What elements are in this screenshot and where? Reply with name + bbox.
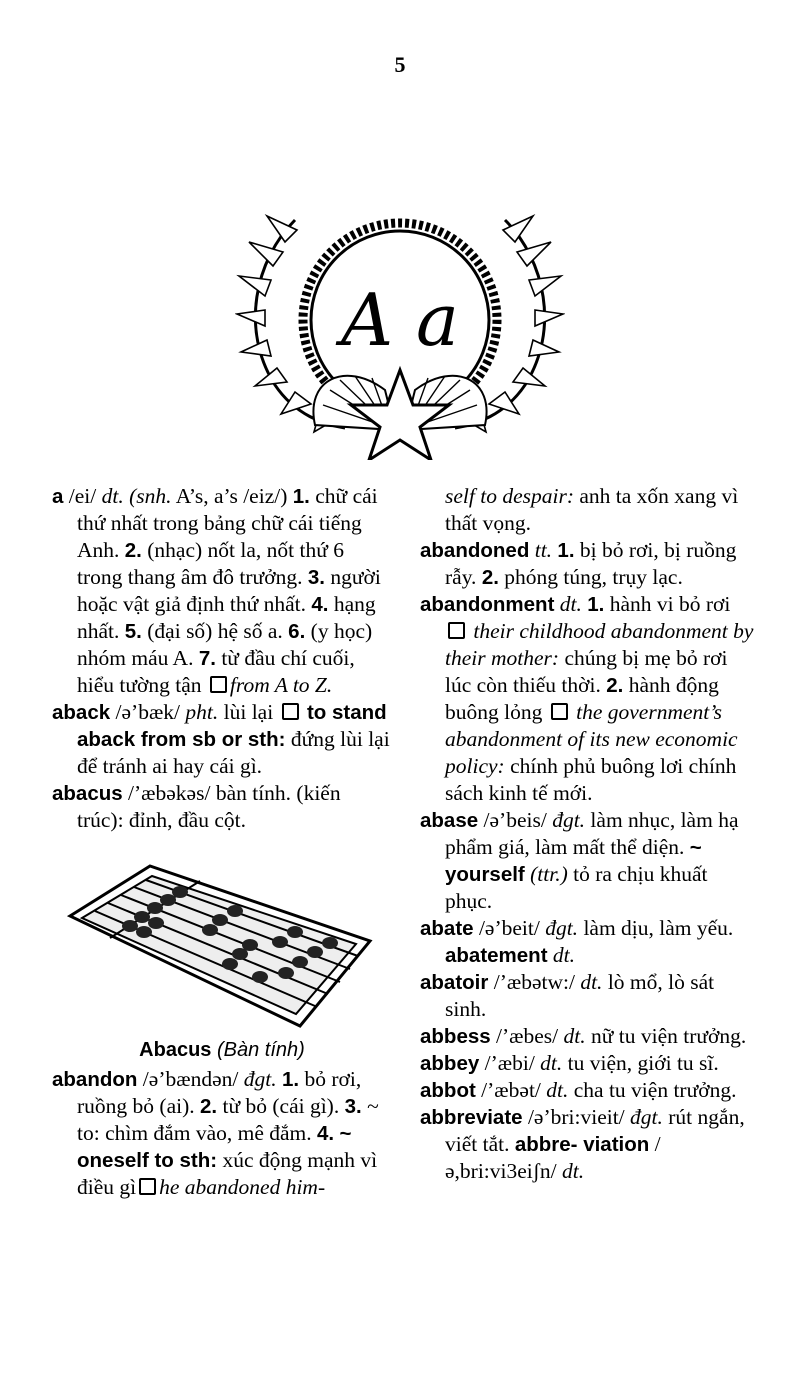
sense-text: (đại số) hệ số a. <box>147 619 283 643</box>
abacus-illustration <box>60 856 380 1031</box>
example-marker-icon <box>282 703 299 720</box>
part-of-speech: dt. <box>562 1159 585 1183</box>
phonetic: /ə’bæk/ <box>115 700 181 724</box>
headword: abandonment <box>420 593 555 616</box>
headword: abbess <box>420 1025 491 1048</box>
meaning: làm dịu, làm yếu. <box>583 916 734 940</box>
entry-abbot <box>420 1077 755 1104</box>
sense-number: 7. <box>198 647 216 670</box>
example-meaning: anh ta xốn xang vì thất vọng. <box>445 484 739 535</box>
entry-abbreviate <box>420 1104 755 1185</box>
headword: abbreviate <box>420 1106 523 1129</box>
part-of-speech: dt. <box>540 1051 563 1075</box>
plural-form: A’s, a’s /eiz/) <box>175 484 288 508</box>
sense-text: từ bỏ (cái gì). <box>222 1094 340 1118</box>
phonetic: /ə’bændən/ <box>142 1067 239 1091</box>
entry-abandon <box>52 1066 392 1201</box>
sense-number: 3. <box>307 566 325 589</box>
sense-text: người hoặc vật giả định thứ nhất. <box>77 565 381 616</box>
phonetic: /ei/ <box>68 484 97 508</box>
headword: abandoned <box>420 539 530 562</box>
right-column <box>420 483 755 1185</box>
left-column <box>52 483 392 1201</box>
entry-abatoir <box>420 969 755 1023</box>
headword: abacus <box>52 782 123 805</box>
part-of-speech: dt. <box>580 970 603 994</box>
sense-text: phóng túng, trụy lạc. <box>504 565 683 589</box>
caption-title: Abacus <box>139 1039 212 1061</box>
sense-text: bỏ rơi, ruồng bỏ (ai). <box>77 1067 362 1118</box>
sense-number: 1. <box>292 485 310 508</box>
entry-abacus <box>52 780 392 834</box>
example-marker-icon <box>139 1178 156 1195</box>
meaning: lò mổ, lò sát sinh. <box>445 970 715 1021</box>
sense-number: 2. <box>200 1095 218 1118</box>
part-of-speech: đgt. <box>545 916 579 940</box>
example-marker-icon <box>210 676 227 693</box>
headword: a <box>52 485 64 508</box>
derived-word: abatement <box>445 944 548 967</box>
part-of-speech: đgt. <box>243 1067 277 1091</box>
phonetic: /ə’bri:vieit/ <box>527 1105 625 1129</box>
headword: abate <box>420 917 474 940</box>
figure-caption <box>52 1037 392 1064</box>
meaning: tu viện, giới tu sĩ. <box>567 1051 719 1075</box>
example-marker-icon <box>448 622 465 639</box>
part-of-speech: đgt. <box>630 1105 663 1129</box>
example-meaning: chúng bị mẹ bỏ rơi lúc còn thiếu thời. <box>445 646 728 697</box>
sense-text: hạng nhất. <box>77 592 376 643</box>
phonetic: /’æbes/ <box>496 1024 559 1048</box>
sense-text: từ đầu chí cuối, hiểu tường tận <box>77 646 355 697</box>
example: self to despair: <box>445 484 574 508</box>
part-of-speech: pht. <box>185 700 219 724</box>
sense-text: chữ cái thứ nhất trong bảng chữ cái tiếng Anh. <box>77 484 378 562</box>
example: from A to Z. <box>229 673 333 697</box>
emblem-letters: A a <box>341 278 459 362</box>
headword: abandon <box>52 1068 138 1091</box>
sense-text: bị bỏ rơi, bị ruồng rẫy. <box>445 538 737 589</box>
part-of-speech: dt. <box>552 943 576 967</box>
sense-number: 4. <box>311 593 329 616</box>
part-of-speech: tt. <box>534 538 553 562</box>
entry-abate <box>420 915 755 969</box>
headword: abatoir <box>420 971 489 994</box>
sense-number: 5. <box>124 620 142 643</box>
caption-translation: (Bàn tính) <box>216 1039 305 1061</box>
sense-text: hành động buông lỏng <box>445 673 719 724</box>
sense-number: 1. <box>557 539 575 562</box>
phonetic: /’æbəkəs/ <box>128 781 211 805</box>
part-of-speech: đgt. <box>552 808 586 832</box>
phonetic: /’æbi/ <box>484 1051 535 1075</box>
abbreviation: (snh. <box>129 484 172 508</box>
sense-number: 2. <box>481 566 499 589</box>
phonetic: /’æbətw:/ <box>493 970 575 994</box>
entry-aback <box>52 699 392 780</box>
phrase: ~ yourself <box>445 836 702 886</box>
meaning: bàn tính. (kiến trúc): đỉnh, đầu cột. <box>77 781 341 832</box>
sense-text: xúc động mạnh vì điều gì <box>77 1148 378 1199</box>
phonetic: /ə’beit/ <box>478 916 540 940</box>
phrase-meaning: đứng lùi lại để tránh ai hay cái gì. <box>77 727 390 778</box>
sense-number: 1. <box>587 593 605 616</box>
sense-number: 2. <box>124 539 142 562</box>
entry-continuation <box>420 483 755 537</box>
derived-word: abbre- viation <box>514 1133 650 1156</box>
phonetic: /’æbət/ <box>481 1078 541 1102</box>
headword: aback <box>52 701 111 724</box>
sense-number: 1. <box>281 1068 300 1091</box>
phonetic: /ə’beis/ <box>483 808 547 832</box>
example: he abandoned him- <box>159 1175 326 1199</box>
phrase: to stand aback from sb or sth: <box>77 701 387 751</box>
wreath-star-emblem <box>235 200 565 460</box>
headword: abase <box>420 809 479 832</box>
meaning: cha tu viện trưởng. <box>573 1078 737 1102</box>
example-meaning: chính phủ buông lơi chính sách kinh tế mới. <box>445 754 737 805</box>
sense-text: (nhạc) nốt la, nốt thứ 6 trong thang âm đô trưởng. <box>77 538 345 589</box>
part-of-speech: dt. <box>546 1078 569 1102</box>
phrase-meaning: tỏ ra chịu khuất phục. <box>445 862 708 913</box>
sense-number: 4. <box>317 1122 335 1145</box>
sense-text: (y học) nhóm máu A. <box>77 619 373 670</box>
part-of-speech: dt. <box>559 592 582 616</box>
entry-abbey <box>420 1050 755 1077</box>
sense-text: ~ to: chìm đắm vào, mê đắm. <box>77 1094 379 1145</box>
meaning: lùi lại <box>223 700 274 724</box>
entry-abbess <box>420 1023 755 1050</box>
sense-number: 6. <box>288 620 306 643</box>
example: their childhood abandonment by their mother: <box>445 619 754 670</box>
example-marker-icon <box>551 703 568 720</box>
entry-abase <box>420 807 755 915</box>
part-of-speech: dt. <box>563 1024 586 1048</box>
meaning: nữ tu viện trưởng. <box>591 1024 747 1048</box>
headword: abbey <box>420 1052 480 1075</box>
entry-abandonment <box>420 591 755 807</box>
sense-text: hành vi bỏ rơi <box>609 592 731 616</box>
sense-number: 3. <box>344 1095 362 1118</box>
abbreviation: (ttr.) <box>530 862 568 886</box>
entry-abandoned <box>420 537 755 591</box>
example: the government’s abandonment of its new economic policy: <box>445 700 738 778</box>
sense-number: 2. <box>606 674 624 697</box>
entry-a <box>52 483 392 699</box>
phrase: ~ oneself to sth: <box>77 1122 352 1172</box>
part-of-speech: dt. <box>101 484 124 508</box>
phonetic: /ə,bri:vi3eiʃn/ <box>445 1132 661 1183</box>
headword: abbot <box>420 1079 476 1102</box>
meaning: rút ngắn, viết tắt. <box>445 1105 745 1156</box>
page-number: 5 <box>394 52 406 77</box>
meaning: làm nhục, làm hạ phẩm giá, làm mất thể diện. <box>445 808 739 859</box>
